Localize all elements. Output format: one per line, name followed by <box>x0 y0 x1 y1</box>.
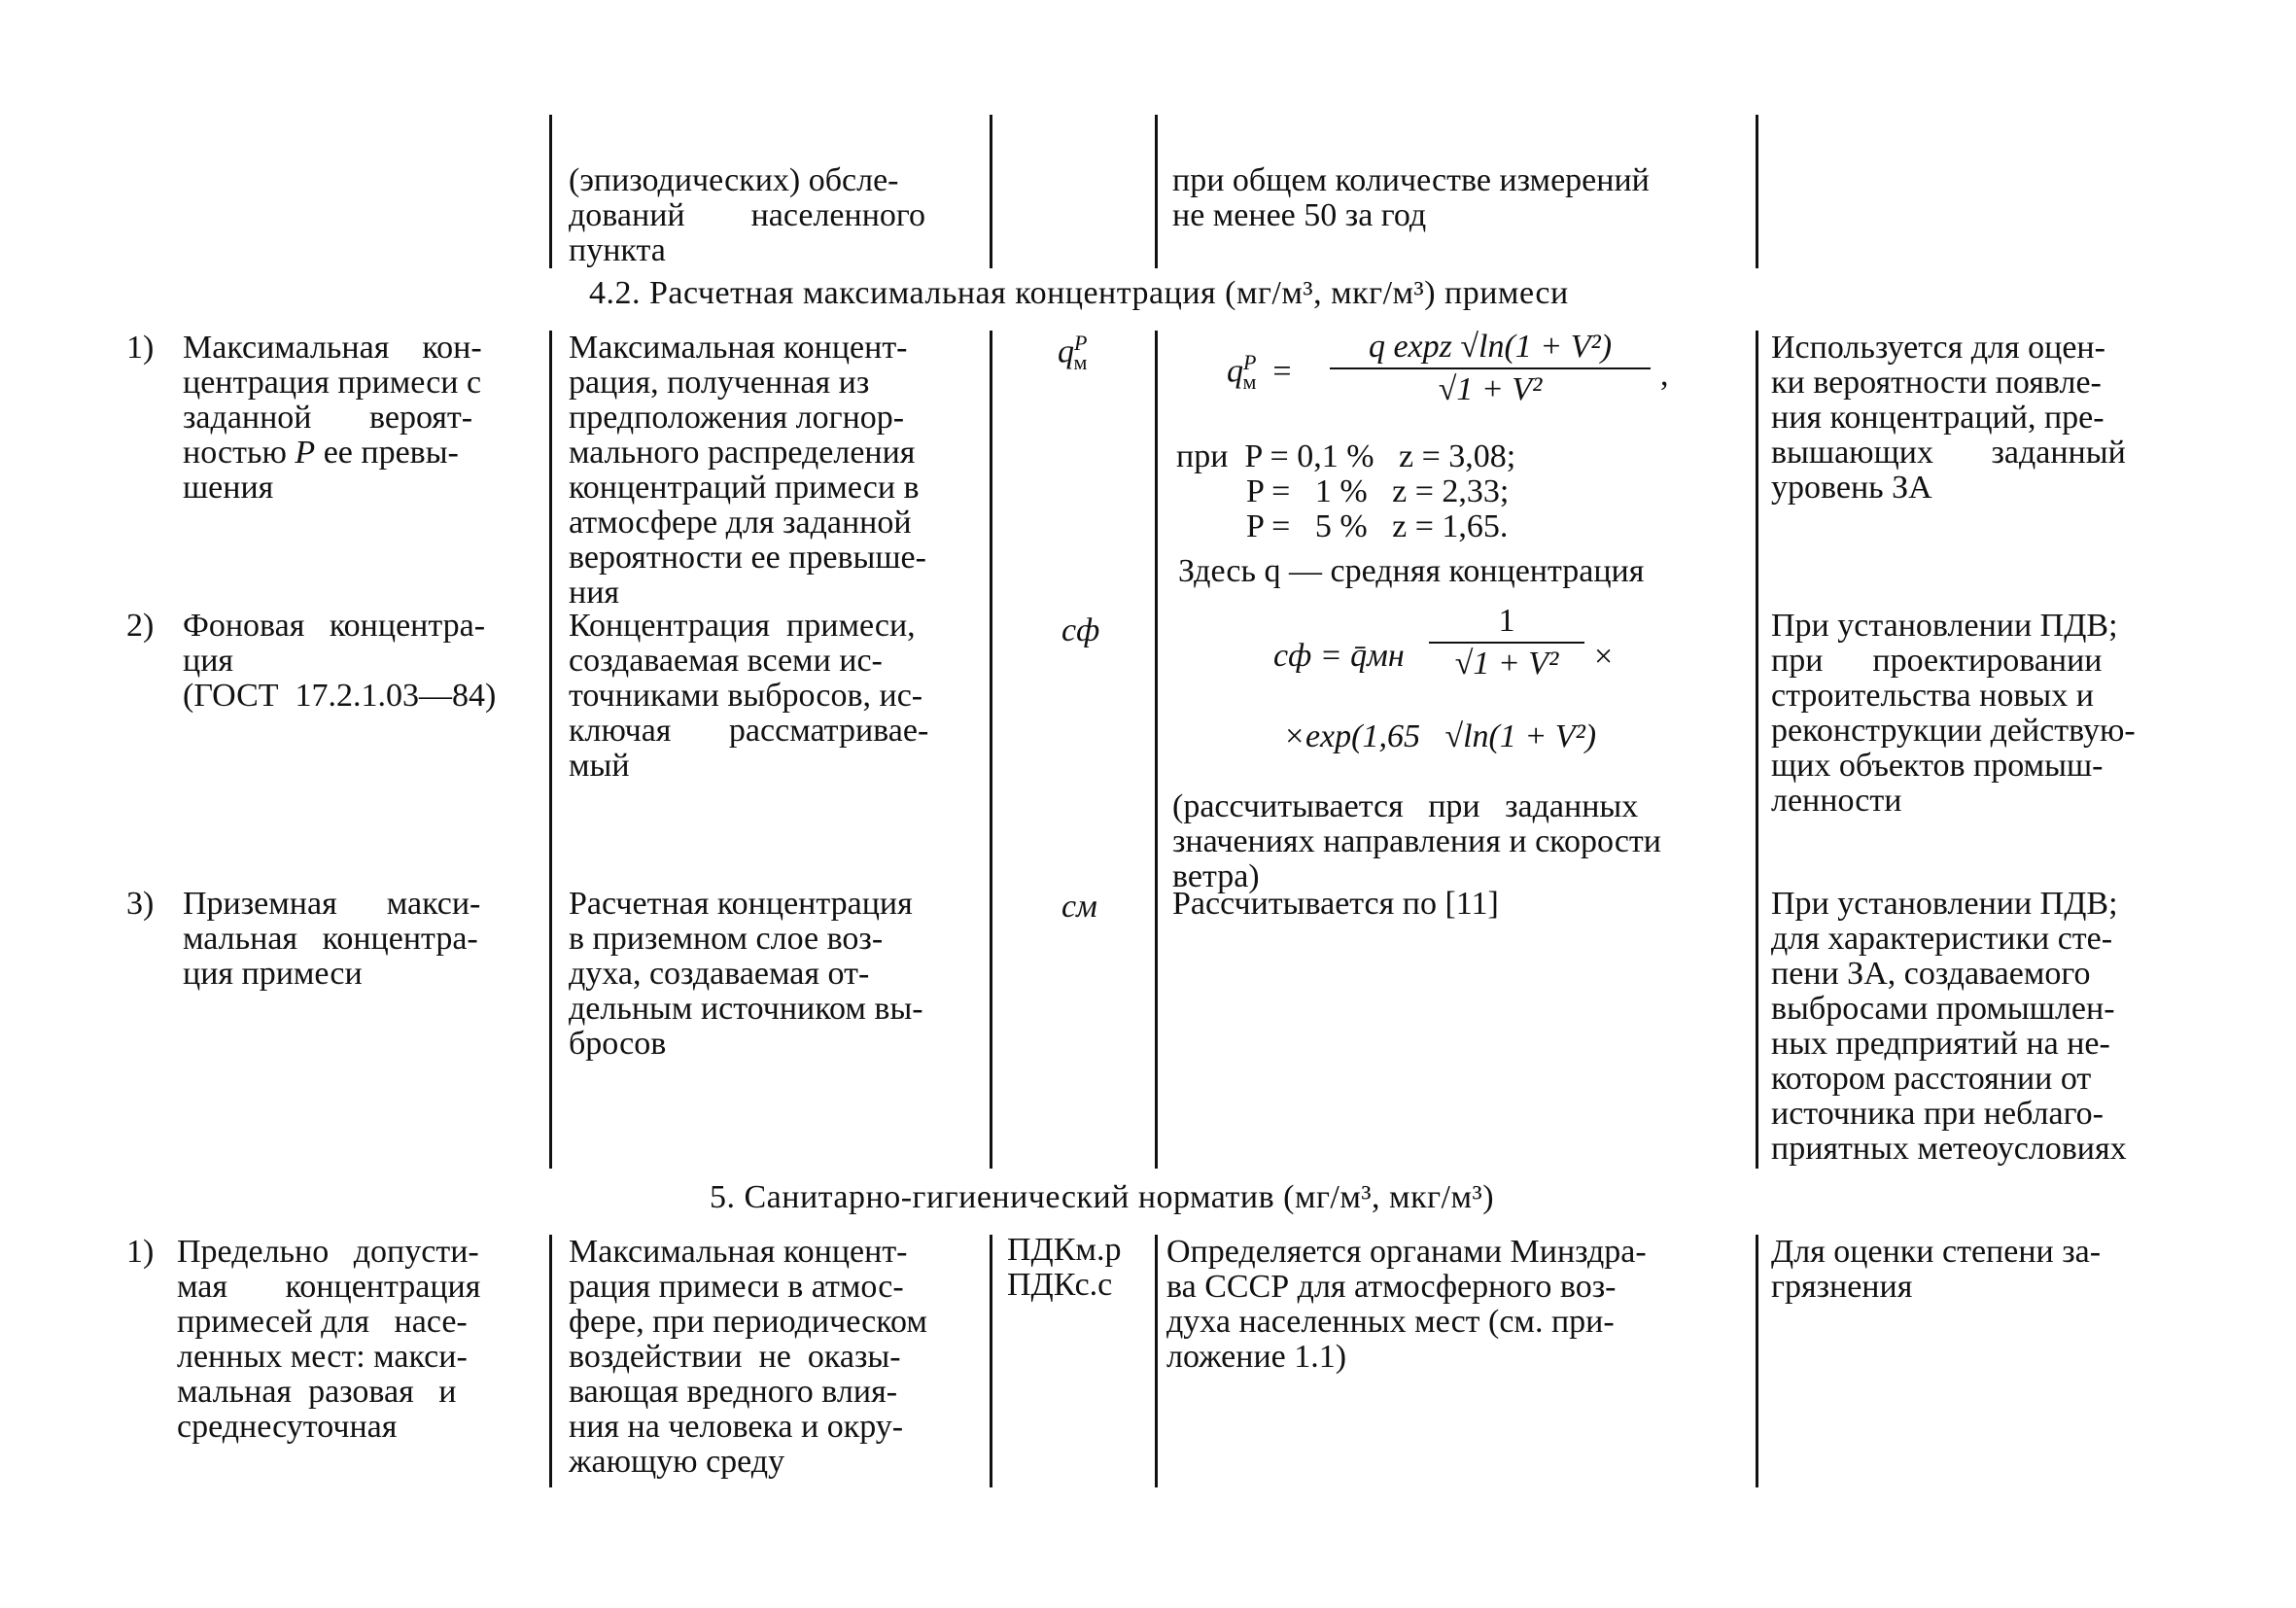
usage-line: ленности <box>1771 783 1902 819</box>
indicator-name-line: примесей для насе- <box>177 1304 468 1340</box>
formula-line: ×exp(1,65 √ln(1 + V²) <box>1283 718 1597 754</box>
definition-line: в приземном слое воз- <box>569 921 884 957</box>
row-number: 3) <box>126 886 155 922</box>
column-divider <box>1756 1235 1758 1487</box>
definition-line: точниками выбросов, ис- <box>569 678 923 714</box>
indicator-name-line: (ГОСТ 17.2.1.03—84) <box>183 678 497 714</box>
indicator-name-line: центрация примеси с <box>183 365 482 401</box>
formula-note: (рассчитывается при заданных <box>1172 788 1639 824</box>
usage-line: грязнения <box>1771 1269 1913 1305</box>
usage-line: при проектировании <box>1771 643 2103 679</box>
indicator-name-line: Предельно допусти- <box>177 1234 479 1270</box>
formula-text: Рассчитывается по [11] <box>1172 886 1499 922</box>
column-divider <box>1756 331 1758 1169</box>
definition-line: ния <box>569 575 620 611</box>
formula-text: ложение 1.1) <box>1166 1339 1347 1375</box>
definition-line: Расчетная концентрация <box>569 886 913 922</box>
definition-line: рация примеси в атмос- <box>569 1269 904 1305</box>
indicator-name-line: мая концентрация <box>177 1269 481 1305</box>
top-col2-line: дований населенного <box>569 197 926 233</box>
usage-line: При установлении ПДВ; <box>1771 886 2118 922</box>
indicator-name-line: ция <box>183 643 234 679</box>
definition-line: Максимальная концент- <box>569 1234 908 1270</box>
formula-note: значениях направления и скорости <box>1172 823 1661 859</box>
column-divider <box>990 331 992 1169</box>
column-divider <box>549 115 552 268</box>
indicator-name-line: Максимальная кон- <box>183 330 482 366</box>
definition-line: мального распределения <box>569 435 916 471</box>
indicator-name-line: ностью P ее превы- <box>183 435 459 471</box>
definition-line: вероятности ее превыше- <box>569 540 926 576</box>
column-divider <box>990 115 992 268</box>
definition-line: мый <box>569 748 630 784</box>
definition-line: концентраций примеси в <box>569 470 920 506</box>
usage-line: пени ЗА, создаваемого <box>1771 956 2091 992</box>
definition-line: дельным источником вы- <box>569 991 923 1027</box>
formula-fraction <box>1330 329 1651 408</box>
row-number: 1) <box>126 1234 155 1270</box>
formula-lhs: $q^P_м$ = <box>1227 350 1292 395</box>
usage-line: выбросами промышлен- <box>1771 991 2115 1027</box>
formula-numerator: q expz √ln(1 + V²) <box>1368 329 1613 365</box>
formula-condition: P = 5 % z = 1,65. <box>1246 508 1509 544</box>
formula-times: × <box>1594 639 1614 675</box>
symbol: cф <box>1061 612 1100 648</box>
column-divider <box>1155 331 1158 1169</box>
usage-line: источника при неблаго- <box>1771 1096 2105 1132</box>
definition-line: создаваемая всеми ис- <box>569 643 883 679</box>
column-divider <box>1155 1235 1158 1487</box>
indicator-name-line: ленных мест: макси- <box>177 1339 468 1375</box>
usage-line: ных предприятий на не- <box>1771 1026 2110 1062</box>
section-heading: 5. Санитарно-гигиенический норматив (мг/м³, мкг/м³) <box>710 1179 1495 1215</box>
formula-condition: P = 1 % z = 2,33; <box>1246 473 1510 509</box>
column-divider <box>549 331 552 1169</box>
top-col4-line: не менее 50 за год <box>1172 197 1427 233</box>
formula-text: духа населенных мест (см. при- <box>1166 1304 1615 1340</box>
definition-line: воздействии не оказы- <box>569 1339 901 1375</box>
usage-line: приятных метеоусловиях <box>1771 1131 2127 1167</box>
definition-line: вающая вредного влия- <box>569 1374 898 1410</box>
definition-line: духа, создаваемая от- <box>569 956 870 992</box>
row-number: 1) <box>126 330 155 366</box>
formula-comma: , <box>1660 357 1669 393</box>
column-divider <box>1756 115 1758 268</box>
usage-line: ния концентраций, пре- <box>1771 400 2105 436</box>
indicator-name-line: мальная разовая и <box>177 1374 457 1410</box>
formula-denominator: √1 + V² <box>1438 371 1543 407</box>
usage-line: ки вероятности появле- <box>1771 365 2102 401</box>
formula-numerator: 1 <box>1498 603 1515 639</box>
column-divider <box>549 1235 552 1487</box>
symbol: ПДКм.р <box>1007 1232 1122 1268</box>
indicator-name-line: ция примеси <box>183 956 363 992</box>
usage-line: вышающих заданный <box>1771 435 2126 471</box>
indicator-name-line: мальная концентра- <box>183 921 478 957</box>
usage-line: Используется для оцен- <box>1771 330 2105 366</box>
indicator-name-line: среднесуточная <box>177 1409 398 1445</box>
usage-line: для характеристики сте- <box>1771 921 2113 957</box>
usage-line: щих объектов промыш- <box>1771 748 2104 784</box>
formula-text: Определяется органами Минздра- <box>1166 1234 1647 1270</box>
formula-condition: при P = 0,1 % z = 3,08; <box>1176 438 1516 474</box>
column-divider <box>1155 115 1158 268</box>
usage-line: уровень ЗА <box>1771 470 1932 506</box>
usage-line: Для оценки степени за- <box>1771 1234 2102 1270</box>
definition-line: бросов <box>569 1026 667 1062</box>
symbol: ПДКс.с <box>1007 1267 1113 1303</box>
top-col2-line: пункта <box>569 232 666 268</box>
formula-lhs: cф = q̄мн <box>1273 638 1405 674</box>
symbol: $q^P_м$ <box>1058 331 1088 375</box>
usage-line: При установлении ПДВ; <box>1771 608 2118 644</box>
top-col2-line: (эпизодических) обсле- <box>569 162 899 198</box>
indicator-name-line: заданной вероят- <box>183 400 473 436</box>
definition-line: атмосфере для заданной <box>569 505 912 541</box>
fraction-bar <box>1330 367 1651 369</box>
formula-denominator: √1 + V² <box>1454 646 1559 682</box>
section-heading: 4.2. Расчетная максимальная концентрация (мг/м³, мкг/м³) примеси <box>589 275 1569 311</box>
fraction-bar <box>1429 642 1584 644</box>
indicator-name-line: шения <box>183 470 274 506</box>
symbol: cм <box>1061 889 1097 925</box>
definition-line: фере, при периодическом <box>569 1304 927 1340</box>
usage-line: котором расстоянии от <box>1771 1061 2092 1097</box>
indicator-name-line: Фоновая концентра- <box>183 608 486 644</box>
formula-fraction <box>1429 603 1584 682</box>
definition-line: рация, полученная из <box>569 365 870 401</box>
formula-text: ва СССР для атмосферного воз- <box>1166 1269 1617 1305</box>
definition-line: Максимальная концент- <box>569 330 908 366</box>
formula-note: ветра) <box>1172 858 1260 894</box>
formula-note: Здесь q — средняя концентрация <box>1178 553 1645 589</box>
definition-line: Концентрация примеси, <box>569 608 916 644</box>
definition-line: предположения логнор- <box>569 400 905 436</box>
usage-line: строительства новых и <box>1771 678 2094 714</box>
indicator-name-line: Приземная макси- <box>183 886 481 922</box>
column-divider <box>990 1235 992 1487</box>
definition-line: ключая рассматривае- <box>569 713 929 749</box>
definition-line: жающую среду <box>569 1444 785 1480</box>
row-number: 2) <box>126 608 155 644</box>
usage-line: реконструкции действую- <box>1771 713 2136 749</box>
top-col4-line: при общем количестве измерений <box>1172 162 1650 198</box>
definition-line: ния на человека и окру- <box>569 1409 904 1445</box>
